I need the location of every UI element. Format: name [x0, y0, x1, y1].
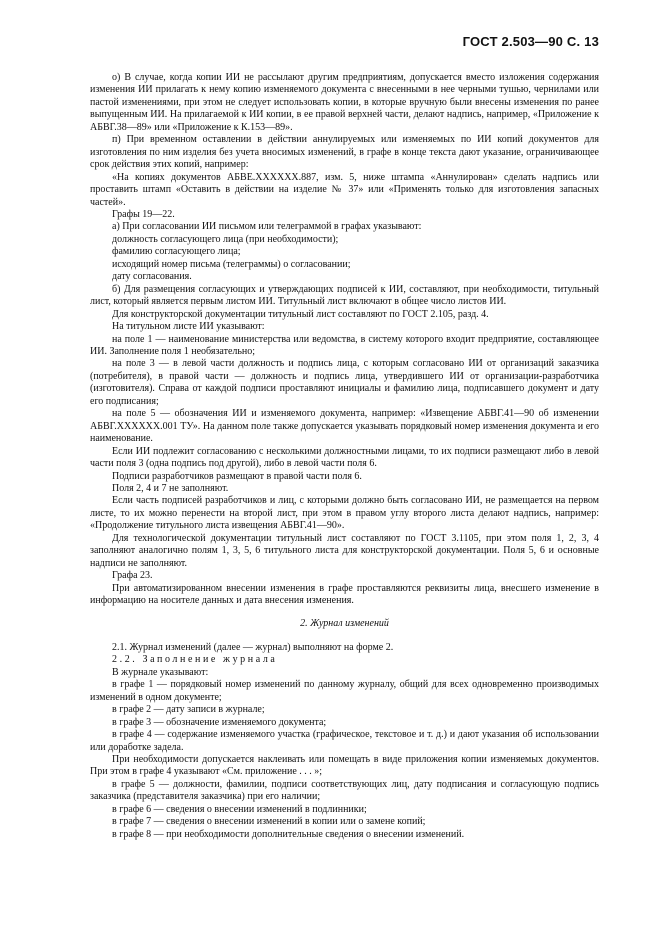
paragraph: Для конструкторской документации титульный лист составляют по ГОСТ 2.105, разд. 4.: [112, 308, 489, 320]
paragraph: а) При согласовании ИИ письмом или телеграммой в графах указывают:: [112, 221, 422, 233]
paragraph: в графе 8 — при необходимости дополнительные сведения о внесении изменений.: [112, 828, 465, 840]
paragraph: исходящий номер письма (телеграммы) о согласовании;: [112, 258, 351, 270]
paragraph: п) При временном оставлении в действии аннулируемых или изменяемых по ИИ копий документов для изготовления по ним изделия без учета вносимых изменений, в графе в конце текста дают указание, ограничивающее срок действия этих копий, например:: [90, 134, 599, 171]
paragraph: в графе 1 — порядковый номер изменений по данному журналу, общий для всех одновременно производимых изменений в одном документе;: [90, 679, 599, 703]
paragraph: в графе 3 — обозначение изменяемого документа;: [112, 716, 327, 728]
paragraph: б) Для размещения согласующих и утверждающих подписей к ИИ, составляют, при необходимости, титульный лист, который является первым листом ИИ. Титульный лист включают в общее число листов ИИ.: [90, 283, 599, 308]
paragraph: Если ИИ подлежит согласованию с несколькими должностными лицами, то их подписи размещают либо в левой части поля 3 (одна подпись под другой), либо в левой части поля 6.: [90, 445, 599, 470]
section-title: 2. Журнал изменений: [300, 618, 389, 630]
paragraph: в графе 7 — сведения о внесении изменений в копии или о замене копий;: [112, 816, 426, 828]
paragraph: Для технологической документации титульный лист составляют по ГОСТ 3.1105, при этом поля 1, 2, 3, 4 заполняют аналогично полям 1, 3, 5, 6 титульного листа для конструкторской документации. Поля 5, 6 и основные надписи не заполняют.: [90, 532, 599, 569]
paragraph: должность согласующего лица (при необходимости);: [112, 233, 339, 245]
paragraph: фамилию согласующего лица;: [112, 246, 241, 258]
paragraph: в графе 2 — дату записи в журнале;: [112, 704, 265, 716]
paragraph: «На копиях документов АБВЕ.XXXXXX.887, изм. 5, ниже штампа «Аннулирован» сделать надпись или проставить штамп «Оставить в действии на изделие № 37» или «Применять только для изготовления запасных частей».: [90, 171, 599, 208]
body-text: [90, 72, 599, 841]
paragraph: дату согласования.: [112, 271, 192, 283]
paragraph: на поле 1 — наименование министерства или ведомства, в систему которого входит предприятие, составляющее ИИ. Заполнение поля 1 необязательно;: [90, 333, 599, 357]
paragraph: Поля 2, 4 и 7 не заполняют.: [112, 482, 229, 494]
paragraph: На титульном листе ИИ указывают:: [112, 321, 265, 333]
paragraph: о) В случае, когда копии ИИ не рассылают другим предприятиям, допускается вместо изложения содержания изменения ИИ прилагать к нему копию изменяемого документа с внесенными в нее черными тушью, чернилами или пастой изменениями, при этом не следует использовать копии, в которые вручную были внесены изменения по ранее выпущенным ИИ. На прилагаемой к ИИ копии, в ее правой верхней части, делают надпись, например, «Приложение к АБВГ.38—89» или «Приложение к К.153—89».: [90, 72, 599, 133]
paragraph: на поле 3 — в левой части должность и подпись лица, с которым согласовано ИИ от организаций заказчика (потребителя), в правой части — должность и подпись лица, утвердившего ИИ от организации-разработчика (изготовителя). Справа от каждой подписи проставляют инициалы и фамилию лица, подписавшего документ и дату его подписания;: [90, 358, 599, 407]
subsection-heading: 2.2. Заполнение журнала: [112, 654, 278, 666]
paragraph: В журнале указывают:: [112, 666, 209, 678]
paragraph: При автоматизированном внесении изменения в графе проставляются реквизиты лица, внесшего изменение в информацию на носителе данных и дата внесения изменения.: [90, 582, 599, 607]
paragraph: Графа 23.: [112, 570, 153, 582]
paragraph: При необходимости допускается наклеивать или помещать в виде приложения копии изменяемых документов. При этом в графе 4 указывают «См. приложение . . . »;: [90, 754, 599, 778]
paragraph: Подписи разработчиков размещают в правой части поля 6.: [112, 470, 362, 482]
paragraph: в графе 4 — содержание изменяемого участка (графическое, текстовое и т. д.) и дают указания об использовании или доработке задела.: [90, 729, 599, 753]
paragraph: в графе 6 — сведения о внесении изменений в подлинники;: [112, 803, 367, 815]
paragraph: в графе 5 — должности, фамилии, подписи соответствующих лиц, дату подписания и согласующую подпись заказчика (представителя заказчика) при его наличии;: [90, 778, 599, 803]
paragraph: Если часть подписей разработчиков и лиц, с которыми должно быть согласовано ИИ, не размещается на первом листе, то их можно перенести на второй лист, при этом в правом углу второго листа делают надпись, например: «Продолжение титульного листа извещения АБВГ.41—90».: [90, 495, 599, 532]
paragraph: 2.1. Журнал изменений (далее — журнал) выполняют на форме 2.: [112, 641, 394, 653]
paragraph: Графы 19—22.: [112, 208, 175, 220]
paragraph: на поле 5 — обозначения ИИ и изменяемого документа, например: «Извещение АБВГ.41—90 об изменении АБВГ.XXXXXX.001 ТУ». На данном поле также допускается указывать порядковый номер изменения документа и его наименование.: [90, 408, 599, 445]
page-header: ГОСТ 2.503—90 С. 13: [462, 34, 599, 49]
